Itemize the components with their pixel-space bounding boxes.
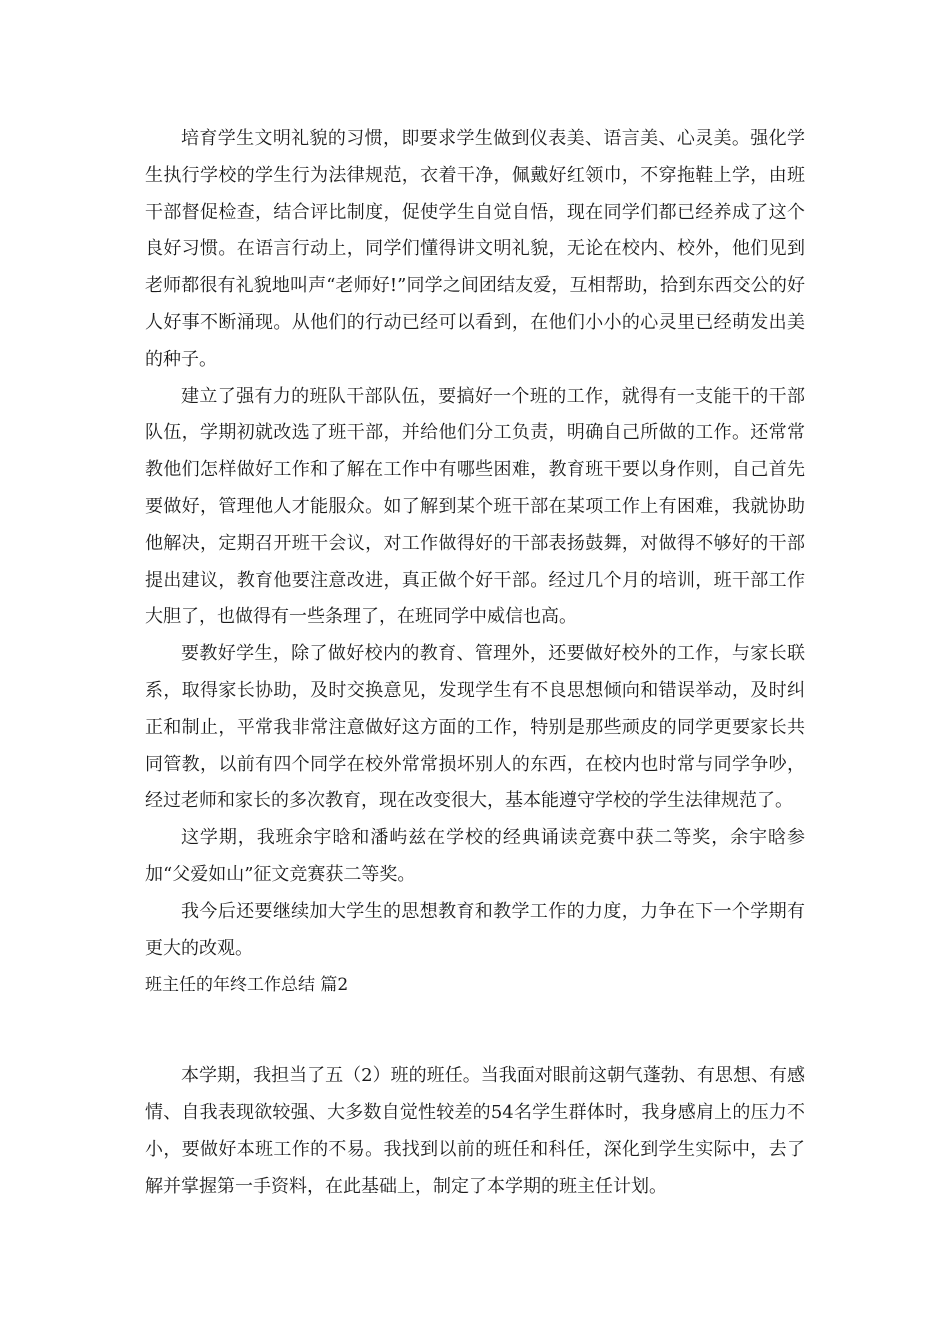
- document-page: [145, 121, 805, 1205]
- paragraph-semester-intro: 本学期，我担当了五（2）班的班任。当我面对眼前这朝气蓬勃、有思想、有感情、自我表现欲较强、大多数自觉性较差的54名学生群体时，我身感肩上的压力不小，要做好本班工作的不易。我找到以前的班任和科任，深化到学生实际中，去了解并掌握第一手资料，在此基础上，制定了本学期的班主任计划。: [145, 1065, 805, 1197]
- paragraph-parent-contact: 要教好学生，除了做好校内的教育、管理外，还要做好校外的工作，与家长联系，取得家长协助，及时交换意见，发现学生有不良思想倾向和错误举动，及时纠正和制止，平常我非常注意做好这方面的工作，特别是那些顽皮的同学更要家长共同管教，以前有四个同学在校外常常损坏别人的东西，在校内也时常与同学争吵，经过老师和家长的多次教育，现在改变很大，基本能遵守学校的学生法律规范了。: [145, 643, 805, 812]
- section-spacer: [145, 1004, 805, 1058]
- section-heading: 班主任的年终工作总结 篇2: [145, 975, 349, 996]
- paragraph-class-cadres: 建立了强有力的班队干部队伍，要搞好一个班的工作，就得有一支能干的干部队伍，学期初就改选了班干部，并给他们分工负责，明确自己所做的工作。还常常教他们怎样做好工作和了解在工作中有哪些困难，教育班干要以身作则，自己首先要做好，管理他人才能服众。如了解到某个班干部在某项工作上有困难，我就协助他解决，定期召开班干会议，对工作做得好的干部表扬鼓舞，对做得不够好的干部提出建议，教育他要注意改进，真正做个好干部。经过几个月的培训，班干部工作大胆了，也做得有一些条理了，在班同学中威信也高。: [145, 385, 805, 628]
- paragraph-future-plan: 我今后还要继续加大学生的思想教育和教学工作的力度，力争在下一个学期有更大的改观。: [145, 900, 805, 959]
- paragraph-awards: 这学期，我班余宇晗和潘屿兹在学校的经典诵读竞赛中获二等奖，余宇晗参加“父爱如山”征文竞赛获二等奖。: [145, 827, 805, 885]
- paragraph-etiquette: 培育学生文明礼貌的习惯，即要求学生做到仪表美、语言美、心灵美。强化学生执行学校的学生行为法律规范，衣着干净，佩戴好红领巾，不穿拖鞋上学，由班干部督促检查，结合评比制度，促使学生自觉自悟，现在同学们都已经养成了这个良好习惯。在语言行动上，同学们懂得讲文明礼貌，无论在校内、校外，他们见到老师都很有礼貌地叫声“老师好!”同学之间团结友爱，互相帮助，拾到东西交公的好人好事不断涌现。从他们的行动已经可以看到，在他们小小的心灵里已经萌发出美的种子。: [145, 128, 805, 370]
